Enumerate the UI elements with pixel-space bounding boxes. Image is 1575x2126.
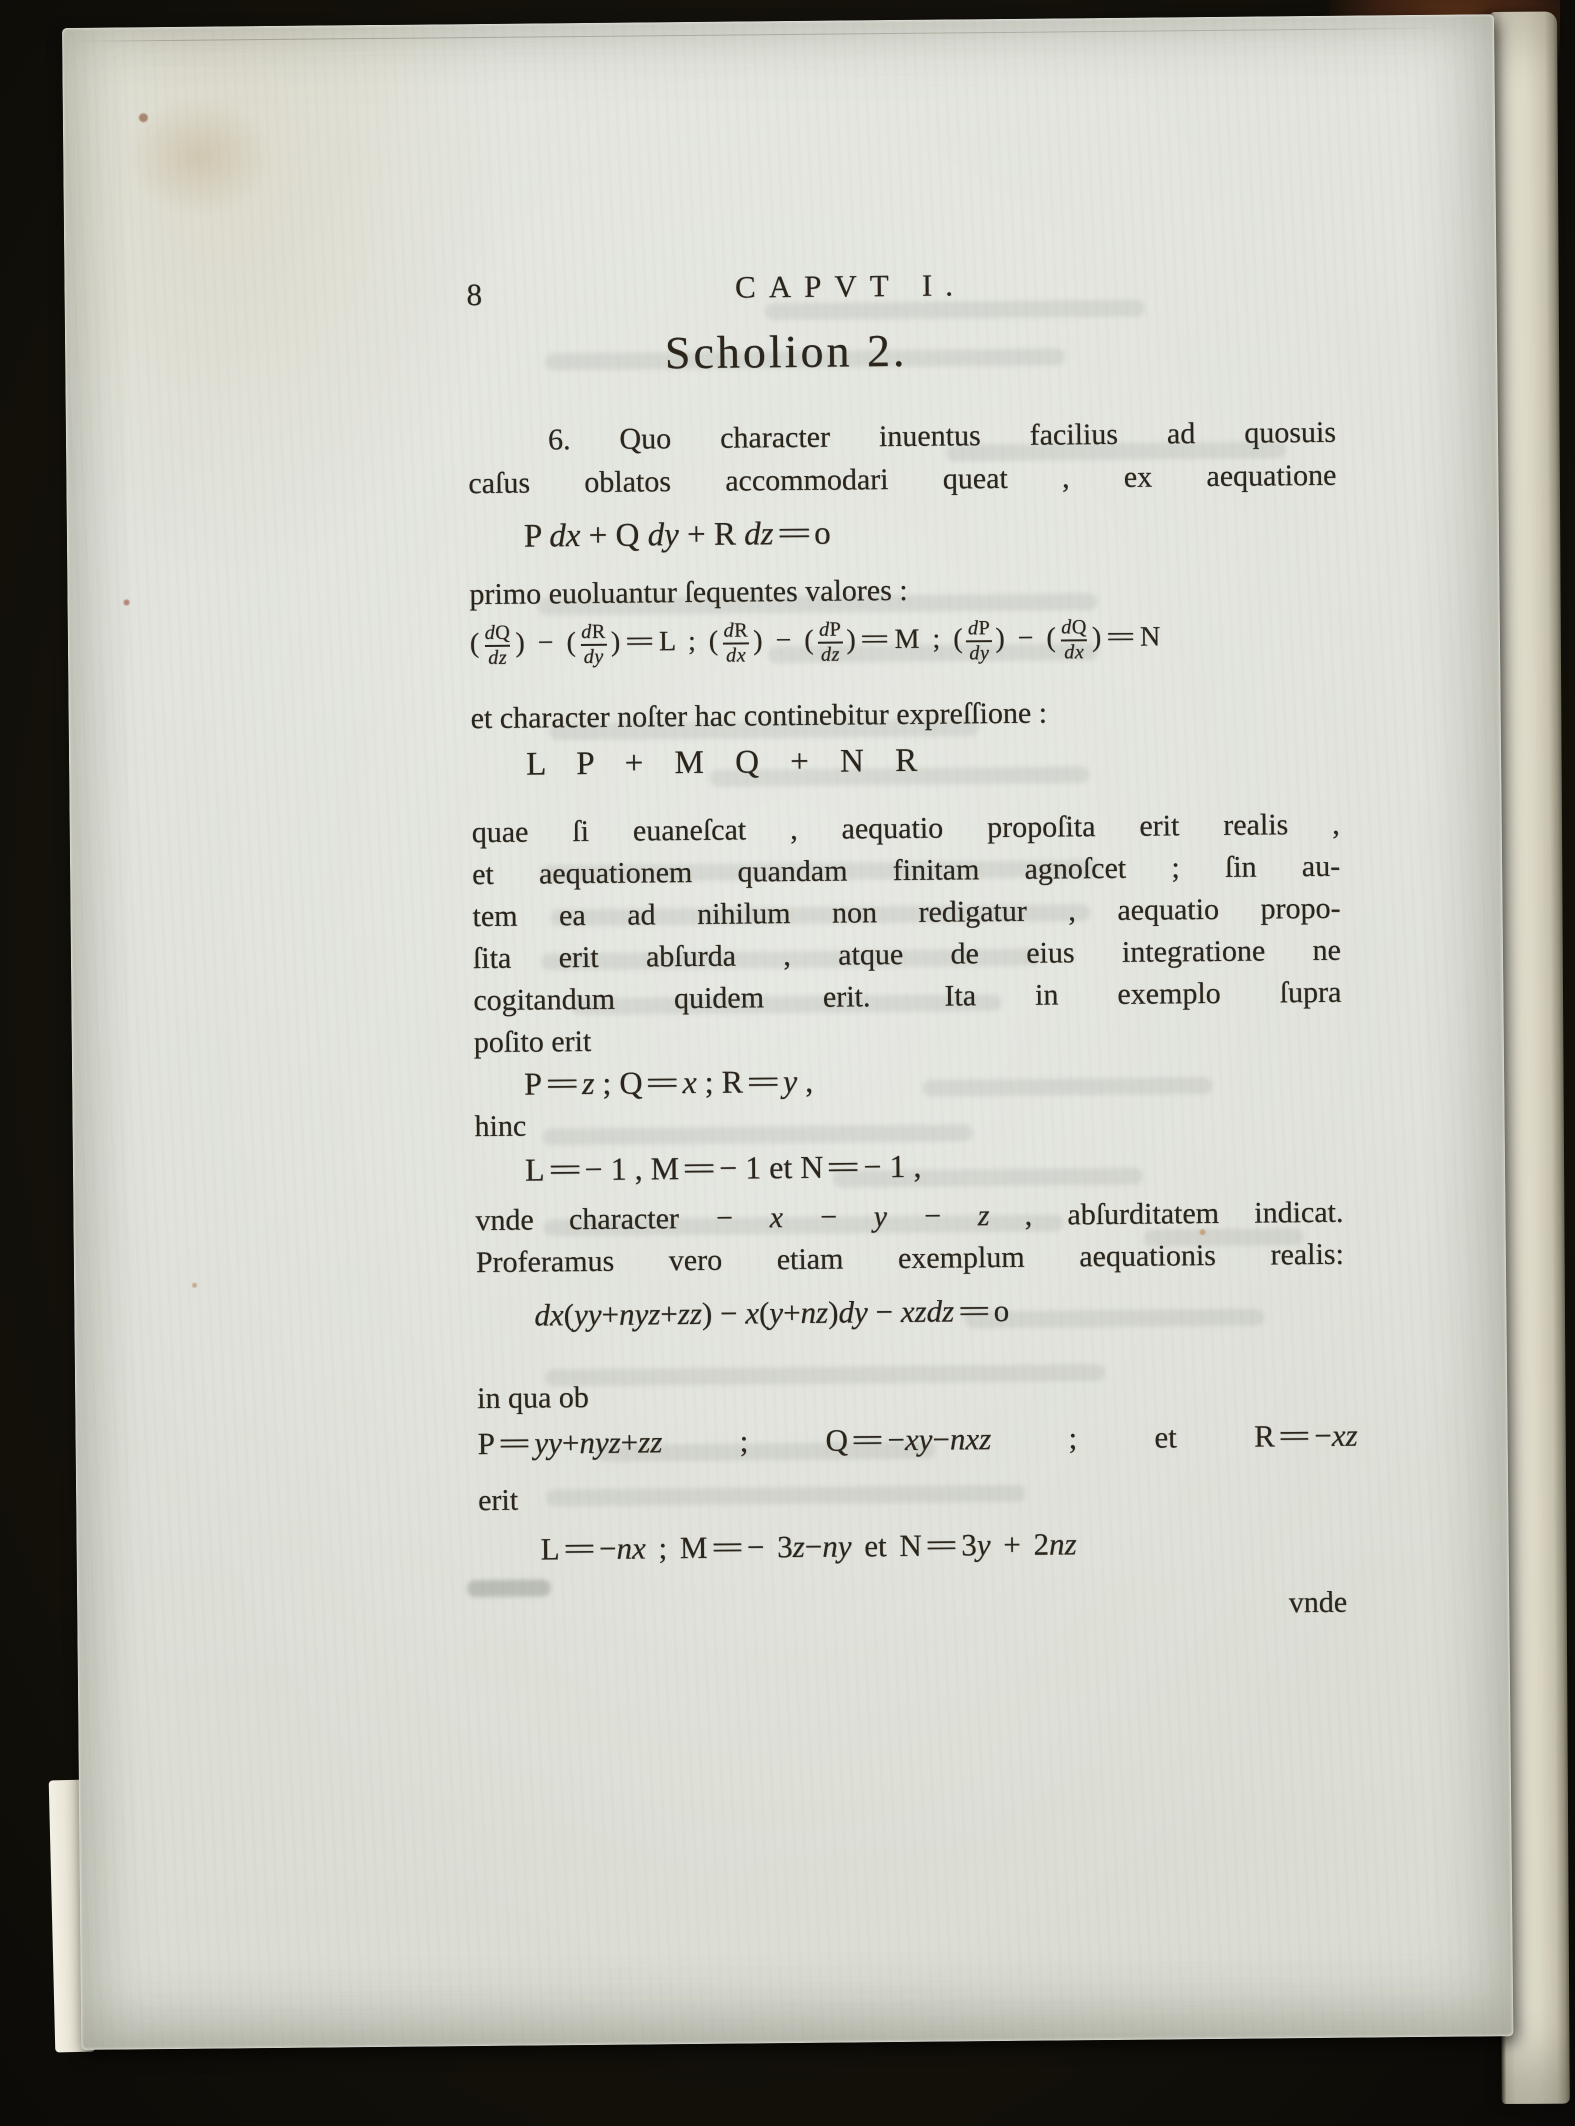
formula-line: dx(yy+nyz+zz) − x(y+nz)dy − xzdz=o [534,1292,1010,1333]
foxing-dot [123,599,129,605]
body-line: erit [477,1483,519,1518]
body-line: et character noſter hac continebitur expreſſione : [470,696,1048,736]
body-line: quae ſi euaneſcat , aequatio propoſita erit realis , [471,807,1340,850]
formula-line: P=z ; Q=x ; R=y , [523,1062,814,1102]
body-line: Proferamus vero etiam exemplum aequationis realis: [475,1237,1344,1280]
page-number: 8 [466,276,483,313]
catchword: vnde [1288,1585,1348,1620]
body-line: 6. Quo character inuentus facilius ad quosuis [547,415,1337,457]
body-line: primo euoluantur ſequentes valores : [469,573,908,612]
foxing-dot [139,113,148,122]
body-line: tem ea ad nihilum non redigatur , aequatio propo- [472,891,1341,934]
foxing-dot [192,1283,197,1288]
body-line: poſito erit [473,1024,592,1060]
formula-line: P=yy+nyz+zz ; Q=−xy−nxz ; et R=−xz [477,1417,1358,1462]
formula-line: P dx + Q dy + R dz=o [523,515,831,555]
body-line: caſus oblatos accommodari queat , ex aequatione [468,458,1337,501]
body-line: ſita erit abſurda , atque de eius integratione ne [472,933,1342,976]
section-heading: Scholion 2. [664,324,908,379]
running-title: CAPVT I. [734,267,967,305]
showthrough-artifacts [62,14,1494,28]
body-line: vnde character − x − y − z , abſurditatem indicat. [475,1195,1344,1238]
body-line: et aequationem quandam finitam agnoſcet ; ſin au- [471,849,1341,892]
formula-line: L P + M Q + N R [525,742,925,783]
body-line: in qua ob [477,1381,589,1416]
book-page [62,14,1513,2050]
body-line: hinc [474,1109,527,1144]
formula-line: L=− 1 , M=− 1 et N=− 1 , [524,1147,922,1188]
formula-line: L=−nx ; M=− 3z−ny et N=3y + 2nz [540,1526,1077,1567]
formula-line: ( $\frac{dQ}{dz}$ ) − ( $\frac{dR}{dy}$ ) = L ; ( $\frac{dR}{dx}$ ) − ( $\frac{dP}{dz}$ ) = M ; ( $\frac{dP}{dy}$ ) − ( $\frac{dQ}{dx}$ ) = N [469,616,1161,669]
body-line: cogitandum quidem erit. Ita in exemplo ſupra [473,975,1342,1018]
